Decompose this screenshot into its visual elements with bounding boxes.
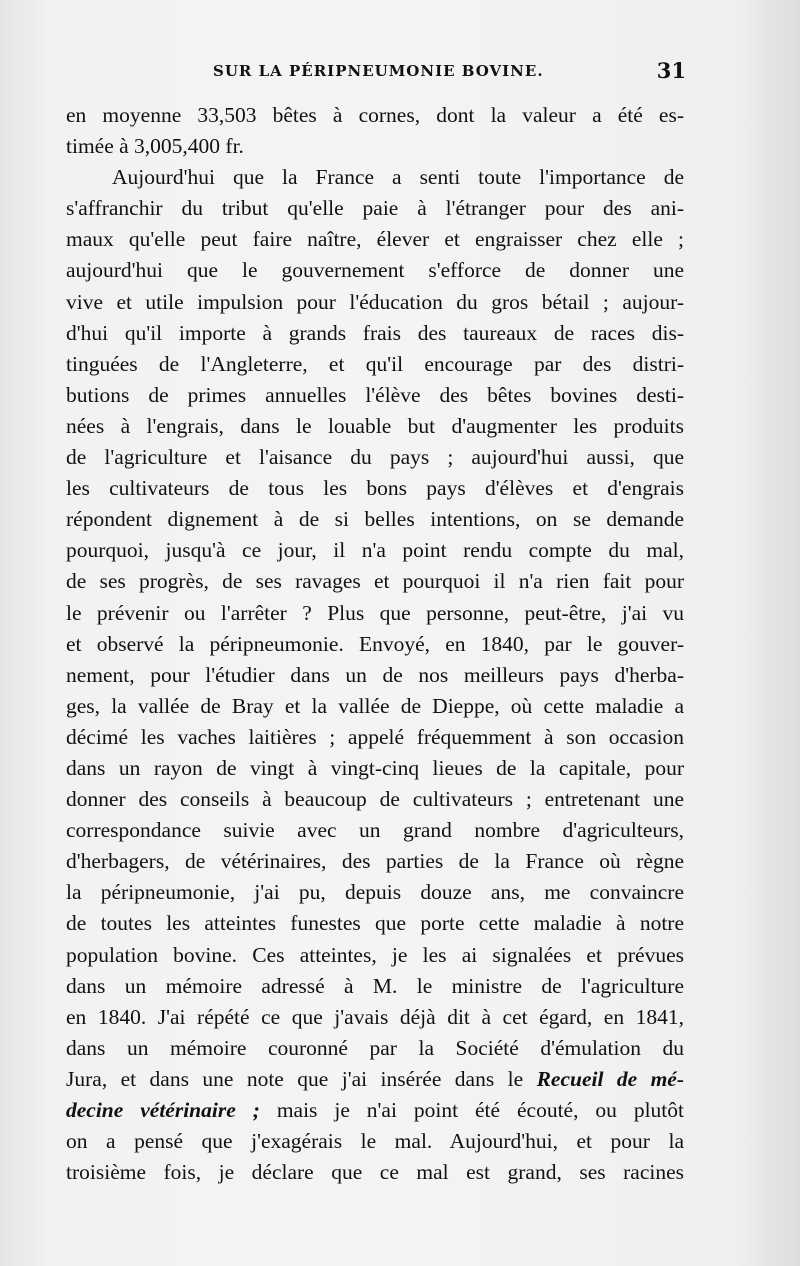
text-line: d'hui qu'il importe à grands frais des taureaux de races dis-: [66, 320, 684, 345]
text-line: ges, la vallée de Bray et la vallée de Dieppe, où cette maladie a: [66, 693, 684, 718]
text-line: vive et utile impulsion pour l'éducation du gros bétail ; aujour-: [66, 289, 684, 314]
text-line: tinguées de l'Angleterre, et qu'il encourage par des distri-: [66, 351, 684, 376]
text-line: dans un mémoire adressé à M. le ministre de l'agriculture: [66, 973, 684, 998]
text-line: s'affranchir du tribut qu'elle paie à l'étranger pour des ani-: [66, 196, 684, 221]
text-line: on a pensé que j'exagérais le mal. Aujourd'hui, et pour la: [66, 1129, 684, 1154]
text-line: de ses progrès, de ses ravages et pourquoi il n'a rien fait pour: [66, 569, 684, 594]
text-span: mais je n'ai point été écouté, ou plutôt: [276, 1098, 684, 1122]
text-line: dans un rayon de vingt à vingt-cinq lieues de la capitale, pour: [66, 755, 684, 780]
text-line: Aujourd'hui que la France a senti toute l'importance de: [112, 165, 684, 190]
text-line: troisième fois, je déclare que ce mal est grand, ses racines: [66, 1160, 684, 1185]
text-line: de toutes les atteintes funestes que porte cette maladie à notre: [66, 911, 684, 936]
text-line: timée à 3,005,400 fr.: [66, 134, 244, 159]
text-line: correspondance suivie avec un grand nombre d'agriculteurs,: [66, 818, 684, 843]
page-header: [66, 58, 686, 88]
text-span: Jura, et dans une note que j'ai insérée dans le: [66, 1066, 524, 1091]
text-line: et observé la péripneumonie. Envoyé, en 1840, par le gouver-: [66, 631, 684, 656]
text-line: les cultivateurs de tous les bons pays d'élèves et d'engrais: [66, 476, 684, 501]
text-line: dans un mémoire couronné par la Société d'émulation du: [66, 1035, 684, 1060]
text-line: population bovine. Ces atteintes, je les ai signalées et prévues: [66, 942, 684, 967]
text-line: en 1840. J'ai répété ce que j'avais déjà dit à cet égard, en 1841,: [66, 1004, 684, 1029]
text-line: nées à l'engrais, dans le louable but d'augmenter les produits: [66, 413, 684, 438]
text-line: [66, 1095, 684, 1126]
running-title: SUR LA PÉRIPNEUMONIE BOVINE.: [213, 62, 544, 80]
text-line: nement, pour l'étudier dans un de nos meilleurs pays d'herba-: [66, 662, 684, 687]
text-line: d'herbagers, de vétérinaires, des parties de la France où règne: [66, 849, 684, 874]
text-line: [66, 1064, 684, 1095]
text-line: le prévenir ou l'arrêter ? Plus que personne, peut-être, j'ai vu: [66, 600, 684, 625]
text-line: pourquoi, jusqu'à ce jour, il n'a point rendu compte du mal,: [66, 538, 684, 563]
italic-title: Recueil de mé-: [536, 1066, 685, 1091]
text-line: décimé les vaches laitières ; appelé fréquemment à son occasion: [66, 724, 684, 749]
text-line: en moyenne 33,503 bêtes à cornes, dont la valeur a été es-: [66, 103, 684, 127]
body-text: [66, 100, 684, 1188]
text-line: aujourd'hui que le gouvernement s'efforce de donner une: [66, 258, 684, 283]
text-line: la péripneumonie, j'ai pu, depuis douze ans, me convaincre: [66, 880, 684, 905]
page-number: 31: [656, 58, 686, 83]
text-line: butions de primes annuelles l'élève des bêtes bovines desti-: [66, 382, 684, 407]
text-line: de l'agriculture et l'aisance du pays ; aujourd'hui aussi, que: [66, 445, 684, 470]
text-line: maux qu'elle peut faire naître, élever et engraisser chez elle ;: [66, 227, 684, 252]
italic-title: decine vétérinaire ;: [66, 1098, 260, 1122]
text-line: donner des conseils à beaucoup de cultivateurs ; entretenant une: [66, 787, 684, 812]
text-line: répondent dignement à de si belles intentions, on se demande: [66, 507, 684, 532]
